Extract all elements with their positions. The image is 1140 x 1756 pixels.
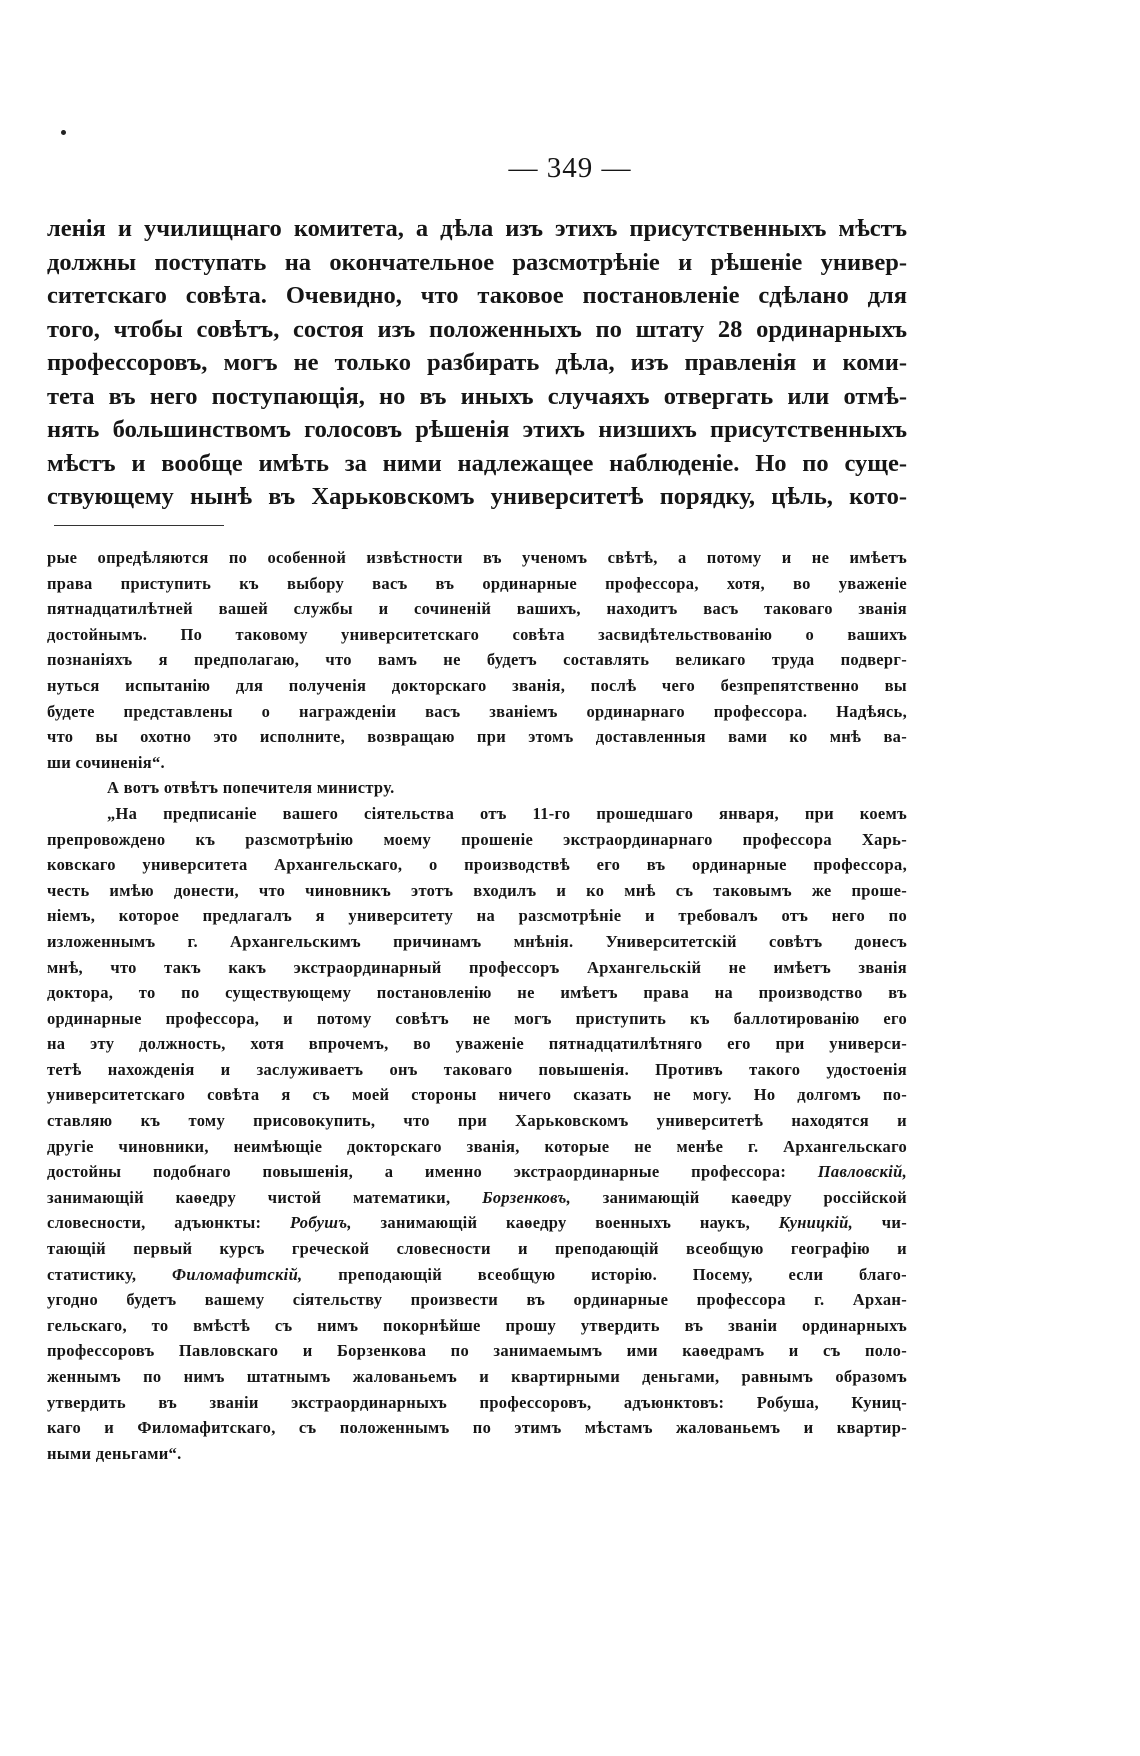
footnote-line: познаніяхъ я предполагаю, что вамъ не будетъ составлять великаго труда подверг- [47,650,907,670]
letter-line: университетскаго совѣта я съ моей стороны ничего сказать не могу. Но долгомъ по- [47,1085,907,1105]
letter-fragment: достойны подобнаго повышенія, а именно экстраординарные профессора: [47,1162,787,1182]
main-line: мѣстъ и вообще имѣть за ними надлежащее наблюденіе. Но по суще- [47,449,907,477]
name-filomafitsky: Филомафитскій, [172,1264,303,1284]
letter-line: на эту должность, хотя впрочемъ, во уваженіе пятнадцатилѣтняго его при универси- [47,1034,907,1054]
main-line: тета въ него поступающія, но въ иныхъ случаяхъ отвергать или отмѣ- [47,382,907,410]
letter-line: изложеннымъ г. Архангельскимъ причинамъ мнѣнія. Университетскій совѣтъ донесъ [47,931,907,951]
main-line: того, чтобы совѣтъ, состоя изъ положенныхъ по штату 28 ординарныхъ [47,315,907,343]
speck-mark [61,130,66,135]
letter-line: утвердить въ званіи экстраординарныхъ профессоровъ, адъюнктовъ: Робуша, Куниц- [47,1392,907,1412]
name-borzenkov: Борзенковъ, [482,1187,572,1207]
main-line: ситетскаго совѣта. Очевидно, что таковое постановленіе сдѣлано для [47,282,907,309]
main-line: нять большинствомъ голосовъ рѣшенія этихъ низшихъ присутственныхъ [47,416,907,443]
letter-line [47,1185,907,1211]
letter-fragment: словесности, адъюнкты: [47,1213,262,1233]
letter-line: ординарные профессора, и потому совѣтъ не могъ приступить къ баллотированію его [47,1008,907,1028]
letter-line: женнымъ по нимъ штатнымъ жалованьемъ и квартирными деньгами, равнымъ образомъ [47,1367,907,1386]
letter-line: ставляю къ тому присовокупить, что при Харьковскомъ университетѣ находятся и [47,1111,907,1131]
footnote-divider [54,525,224,526]
letter-line [47,1262,907,1288]
footnote-line: что вы охотно это исполните, возвращаю при этомъ доставленныя вами ко мнѣ ва- [47,727,907,747]
letter-line: каго и Филомафитскаго, съ положеннымъ по этимъ мѣстамъ жалованьемъ и квартир- [47,1418,907,1438]
letter-line: тетѣ нахожденія и заслуживаетъ онъ таковаго повышенія. Противъ такого удостоенія [47,1059,907,1079]
name-kunitsky: Куницкій, [778,1213,854,1233]
main-line: должны поступать на окончательное разсмотрѣніе и рѣшеніе универ- [47,248,907,276]
footnote-line: пятнадцатилѣтней вашей службы и сочиненій вашихъ, находитъ васъ таковаго званія [47,599,907,619]
letter-line: другіе чиновники, неимѣющіе докторскаго званія, которые не менѣе г. Архангельскаго [47,1136,907,1156]
footnote-line: рые опредѣляются по особенной извѣстности въ ученомъ свѣтѣ, а потому и не имѣетъ [47,548,907,567]
letter-line: гельскаго, то вмѣстѣ съ нимъ покорнѣйше прошу утвердить въ званіи ординарныхъ [47,1315,907,1335]
page-number: — 349 — [508,152,632,184]
footnote-text [47,545,907,1466]
letter-line [47,1159,907,1185]
footnote-line: ши сочиненія“. [47,752,165,772]
letter-line: ными деньгами“. [47,1443,182,1463]
name-pavlovsky: Павловскій, [817,1162,907,1182]
letter-fragment: занимающій каѳедру военныхъ наукъ, [380,1213,751,1233]
letter-line: честь имѣю донести, что чиновникъ этотъ входилъ и ко мнѣ съ таковымъ же проше- [47,880,907,900]
letter-line: профессоровъ Павловскаго и Борзенкова по занимаемымъ ими каѳедрамъ и съ поло- [47,1341,907,1361]
letter-line: ковскаго университета Архангельскаго, о производствѣ его въ ординарные профессора, [47,855,907,875]
letter-line: угодно будетъ вашему сіятельству произвести въ ординарные профессора г. Архан- [47,1290,907,1310]
letter-fragment: преподающій всеобщую исторію. Посему, если благо- [338,1264,907,1284]
letter-intro: А вотъ отвѣтъ попечителя министру. [107,778,395,798]
footnote-line: будете представлены о награжденіи васъ званіемъ ординарнаго профессора. Надѣясь, [47,701,907,721]
letter-line [47,1210,907,1236]
letter-line: „На предписаніе вашего сіятельства отъ 11-го прошедшаго января, при коемъ [107,803,907,823]
main-line: ствующему нынѣ въ Харьковскомъ университетѣ порядку, цѣль, кото- [47,483,907,510]
letter-line: препровождено къ разсмотрѣнію моему прошеніе экстраординарнаго профессора Харь- [47,829,907,849]
letter-line: доктора, то по существующему постановленію не имѣетъ права на производство въ [47,983,907,1003]
letter-fragment: занимающій каѳедру чистой математики, [47,1187,451,1207]
main-line: ленія и училищнаго комитета, а дѣла изъ этихъ присутственныхъ мѣстъ [47,215,907,242]
main-text [47,212,907,514]
letter-fragment: занимающій каѳедру россійской [602,1187,907,1207]
footnote-line: достойнымъ. По таковому университетскаго совѣта засвидѣтельствованію о вашихъ [47,624,907,644]
letter-fragment: статистику, [47,1264,137,1284]
letter-line: ніемъ, которое предлагалъ я университету на разсмотрѣніе и требовалъ отъ него по [47,906,907,926]
footnote-line: нуться испытанію для полученія докторскаго званія, послѣ чего безпрепятственно вы [47,675,907,695]
letter-line: мнѣ, что такъ какъ экстраординарный профессоръ Архангельскій не имѣетъ званія [47,957,907,977]
main-line: профессоровъ, могъ не только разбирать дѣла, изъ правленія и коми- [47,349,907,376]
footnote-line: права приступить къ выбору васъ въ ординарные профессора, хотя, во уваженіе [47,573,907,593]
letter-fragment: чи- [881,1213,907,1233]
name-robush: Робушъ, [290,1213,352,1233]
letter-line: тающій первый курсъ греческой словесности и преподающій всеобщую географію и [47,1239,907,1259]
